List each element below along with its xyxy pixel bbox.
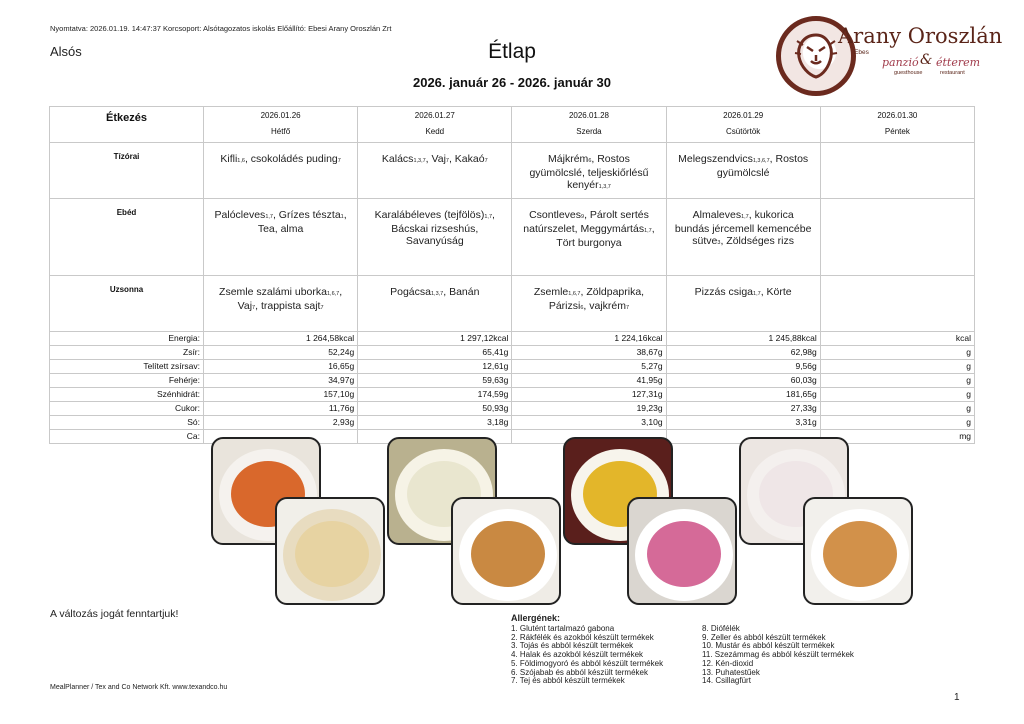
day-date: 2026.01.28 xyxy=(568,111,609,120)
allergen-codes: 1,6,7 xyxy=(326,291,340,297)
dish-text: , Vaj xyxy=(425,153,446,165)
company-logo xyxy=(776,16,1003,98)
menu-cell xyxy=(666,143,820,199)
date-range: 2026. január 26 - 2026. január 30 xyxy=(412,75,611,90)
meal-header: Étkezés xyxy=(50,107,204,143)
nutrition-row xyxy=(50,346,975,360)
nutrient-label: Szénhidrát: xyxy=(50,388,204,402)
nutrition-row xyxy=(50,332,975,346)
nutrient-value: 3,18g xyxy=(358,416,512,430)
nutrient-value: 1 264,58kcal xyxy=(204,332,358,346)
meal-label: Uzsonna xyxy=(50,276,204,332)
allergen-codes: 7 xyxy=(445,158,449,164)
nutrient-value: 34,97g xyxy=(204,374,358,388)
allergen-item: 7. Tej és abból készült termékek xyxy=(511,676,625,686)
menu-cell xyxy=(358,276,512,332)
menu-cell xyxy=(358,199,512,276)
nutrient-value: 9,56g xyxy=(666,360,820,374)
nutrient-label: Energia: xyxy=(50,332,204,346)
food xyxy=(295,521,369,587)
allergen-codes: 1,3,6,7 xyxy=(752,158,770,164)
logo-sub-guesthouse: guesthouse xyxy=(894,70,923,76)
dish-text: Pizzás csiga xyxy=(694,286,754,298)
nutrient-value: 1 224,16kcal xyxy=(512,332,666,346)
allergen-item: 8. Diófélék xyxy=(702,624,740,633)
meal-label: Ebéd xyxy=(50,199,204,276)
allergen-item: 9. Zeller és abból készült termékek xyxy=(702,632,826,642)
logo-ebes: Ebes xyxy=(854,49,869,56)
allergen-codes: 1,6 xyxy=(237,158,245,164)
menu-cell xyxy=(820,143,974,199)
allergen-item: 4. Halak és azokból készült termékek xyxy=(511,650,644,660)
dish-text: Zsemle szalámi uborka xyxy=(219,286,327,298)
nutrient-unit: g xyxy=(820,346,974,360)
menu-cell xyxy=(666,199,820,276)
menu-table xyxy=(49,106,975,444)
food xyxy=(823,521,897,587)
menu-cell xyxy=(204,143,358,199)
nutrient-value: 1 297,12kcal xyxy=(358,332,512,346)
nutrient-unit: kcal xyxy=(820,332,974,346)
day-header-wed xyxy=(512,107,666,143)
dish-text: Pogácsa xyxy=(390,286,431,298)
day-name: Csütörtök xyxy=(726,127,761,136)
reserve-note: A változás jogát fenntartjuk! xyxy=(50,608,179,620)
nutrition-row xyxy=(50,402,975,416)
meal-row-uzsonna xyxy=(50,276,975,332)
nutrient-unit: g xyxy=(820,388,974,402)
menu-cell xyxy=(204,199,358,276)
nutrition-row xyxy=(50,388,975,402)
page-title: Étlap xyxy=(488,40,536,63)
nutrition-section xyxy=(50,332,975,444)
allergen-codes: 1,6,7 xyxy=(568,291,581,297)
nutrient-label: Fehérje: xyxy=(50,374,204,388)
allergen-codes: 6 xyxy=(588,158,592,164)
allergen-codes: 1,3,7 xyxy=(413,158,426,164)
nutrient-value: 41,95g xyxy=(512,374,666,388)
day-name: Kedd xyxy=(425,127,445,136)
nutrient-label: Zsír: xyxy=(50,346,204,360)
nutrient-value: 60,03g xyxy=(666,374,820,388)
dish-text: , Grízes tészta xyxy=(272,209,341,221)
dish-text: , vajkrém xyxy=(583,300,627,312)
allergen-codes: 1,3,7 xyxy=(431,291,444,297)
allergen-codes: 1,7 xyxy=(753,291,761,297)
nutrient-value: 50,93g xyxy=(358,402,512,416)
dish-text: , Tört burgonya xyxy=(556,223,655,249)
day-date: 2026.01.27 xyxy=(414,111,455,120)
nutrient-value: 5,27g xyxy=(512,360,666,374)
dish-text: , csokoládés puding xyxy=(244,153,338,165)
lion-head-icon xyxy=(789,29,843,83)
nutrient-unit: g xyxy=(820,360,974,374)
dish-text: Kalács xyxy=(381,153,414,165)
nutrient-unit: g xyxy=(820,416,974,430)
nutrient-value: 3,31g xyxy=(666,416,820,430)
food xyxy=(647,521,721,587)
allergen-item: 2. Rákfélék és azokból készült termékek xyxy=(511,632,654,642)
photo-grizes-teszta xyxy=(275,497,385,605)
day-header-tue xyxy=(358,107,512,143)
dish-text: Karalábéleves (tejfölös) xyxy=(374,209,485,221)
allergen-item: 5. Földimogyoró és abból készült termékek xyxy=(511,658,664,668)
dish-text: Palócleves xyxy=(214,209,266,221)
photo-bacskai-rizseshus xyxy=(451,497,561,605)
logo-tag-etterem: étterem xyxy=(936,56,981,69)
dish-text: , Tea, alma xyxy=(257,209,347,235)
allergen-item: 1. Glutént tartalmazó gabona xyxy=(511,624,615,633)
nutrient-value: 157,10g xyxy=(204,388,358,402)
allergen-codes: 1,7 xyxy=(741,214,749,220)
nutrient-value: 38,67g xyxy=(512,346,666,360)
nutrient-value: 62,98g xyxy=(666,346,820,360)
menu-cell xyxy=(512,276,666,332)
nutrient-value: 52,24g xyxy=(204,346,358,360)
allergen-column-1 xyxy=(511,625,663,686)
dish-text: Almaleves xyxy=(692,209,742,221)
menu-cell xyxy=(666,276,820,332)
allergen-item: 6. Szójabab és abból készült termékek xyxy=(511,667,648,677)
allergen-column-2 xyxy=(702,625,854,686)
menu-cell xyxy=(512,143,666,199)
day-date: 2026.01.26 xyxy=(260,111,301,120)
logo-tag-panzio: panzió xyxy=(882,56,919,69)
nutrient-label: Telített zsírsav: xyxy=(50,360,204,374)
day-header-fri xyxy=(820,107,974,143)
day-name: Szerda xyxy=(576,127,602,136)
meal-row-tizorai xyxy=(50,143,975,199)
dish-text: , Körte xyxy=(760,286,792,298)
dish-text: , Zöldséges rizs xyxy=(720,235,794,247)
nutrient-value: 127,31g xyxy=(512,388,666,402)
dish-text: Melegszendvics xyxy=(678,153,753,165)
nutrient-value: 12,61g xyxy=(358,360,512,374)
nutrient-value: 65,41g xyxy=(358,346,512,360)
dish-text: Csontleves xyxy=(529,209,582,221)
nutrition-row xyxy=(50,416,975,430)
dish-text: , kukorica bundás jércemell kemencébe sütve xyxy=(674,209,812,247)
dish-text: , Bácskai rizseshús, Savanyúság xyxy=(391,209,495,247)
allergen-item: 13. Puhatestűek xyxy=(702,667,760,677)
allergen-codes: 7 xyxy=(252,305,256,311)
nutrient-value: 27,33g xyxy=(666,402,820,416)
header-row xyxy=(50,107,975,143)
nutrient-label: Cukor: xyxy=(50,402,204,416)
logo-sub-restaurant: restaurant xyxy=(940,70,965,76)
nutrient-value: 59,63g xyxy=(358,374,512,388)
allergen-codes: 1,3,7 xyxy=(598,184,611,190)
allergen-codes: 3 xyxy=(717,240,721,246)
nutrition-row xyxy=(50,374,975,388)
nutrient-value: 11,76g xyxy=(204,402,358,416)
meal-row-ebed xyxy=(50,199,975,276)
nutrient-label: Ca: xyxy=(50,430,204,444)
dish-text: , Rostos gyümölcslé, teljeskiőrlésű kenyér xyxy=(529,153,649,191)
day-header-mon xyxy=(204,107,358,143)
nutrient-value: 3,10g xyxy=(512,416,666,430)
dish-text: , Banán xyxy=(443,286,480,298)
nutrient-value: 19,23g xyxy=(512,402,666,416)
photo-meggymartas xyxy=(627,497,737,605)
footer-credit: MealPlanner / Tex and Co Network Kft. www.texandco.hu xyxy=(50,684,228,691)
allergen-item: 11. Szezámmag és abból készült termékek xyxy=(702,650,854,660)
nutrition-row xyxy=(50,360,975,374)
nutrient-value: 181,65g xyxy=(666,388,820,402)
nutrient-unit: g xyxy=(820,374,974,388)
menu-cell xyxy=(204,276,358,332)
dish-text: Májkrém xyxy=(548,153,589,165)
dish-text: Zsemle xyxy=(533,286,569,298)
allergen-codes: 1,7 xyxy=(265,214,273,220)
dish-text: , Vaj xyxy=(237,286,343,312)
allergen-codes: 1,7 xyxy=(644,228,652,234)
menu-cell xyxy=(820,276,974,332)
menu-cell xyxy=(512,199,666,276)
logo-ampersand: & xyxy=(920,52,933,68)
nutrient-value: 174,59g xyxy=(358,388,512,402)
print-info: Nyomtatva: 2026.01.19. 14:47:37 Korcsoport: Alsótagozatos iskolás Előállító: Ebesi Arany Oroszlán Zrt xyxy=(50,24,392,33)
dish-text: Kifli xyxy=(220,153,238,165)
menu-cell xyxy=(358,143,512,199)
nutrient-value: 1 245,88kcal xyxy=(666,332,820,346)
meal-label: Tízórai xyxy=(50,143,204,199)
allergen-item: 14. Csillagfürt xyxy=(702,676,751,686)
nutrient-unit: g xyxy=(820,402,974,416)
dish-text: , Párolt sertés natúrszelet, Meggymártás xyxy=(523,209,649,235)
dish-text: , Rostos gyümölcslé xyxy=(716,153,809,179)
allergen-legend xyxy=(511,613,854,686)
allergen-codes: 9 xyxy=(581,214,585,220)
allergen-codes: 1,7 xyxy=(484,214,493,220)
nutrient-value: 16,65g xyxy=(204,360,358,374)
allergen-title: Allergének: xyxy=(511,613,561,623)
allergen-item: 3. Tojás és abból készült termékek xyxy=(511,641,634,651)
allergen-codes: 7 xyxy=(337,158,341,164)
day-name: Péntek xyxy=(884,127,910,136)
food xyxy=(471,521,545,587)
photo-jercemell-rizs xyxy=(803,497,913,605)
nutrient-label: Só: xyxy=(50,416,204,430)
allergen-codes: 7 xyxy=(320,305,324,311)
nutrient-unit: mg xyxy=(820,430,974,444)
age-group-label: Alsós xyxy=(50,44,82,59)
page-number: 1 xyxy=(954,692,960,703)
allergen-codes: 7 xyxy=(484,158,488,164)
day-header-thu xyxy=(666,107,820,143)
allergen-item: 12. Kén-dioxid xyxy=(702,658,754,668)
day-date: 2026.01.29 xyxy=(723,111,764,120)
allergen-codes: 1 xyxy=(340,214,344,220)
dish-text: , trappista sajt xyxy=(255,300,321,312)
dish-text: , Zöldpaprika, Párizsi xyxy=(548,286,645,312)
allergen-codes: 6 xyxy=(580,305,584,311)
day-name: Hétfő xyxy=(271,127,291,136)
day-date: 2026.01.30 xyxy=(877,111,918,120)
allergen-item: 10. Mustár és abból készült termékek xyxy=(702,641,835,651)
menu-cell xyxy=(820,199,974,276)
logo-brand-name: Arany Oroszlán xyxy=(838,24,1003,48)
allergen-codes: 7 xyxy=(626,305,630,311)
nutrient-value: 2,93g xyxy=(204,416,358,430)
dish-text: , Kakaó xyxy=(448,153,485,165)
